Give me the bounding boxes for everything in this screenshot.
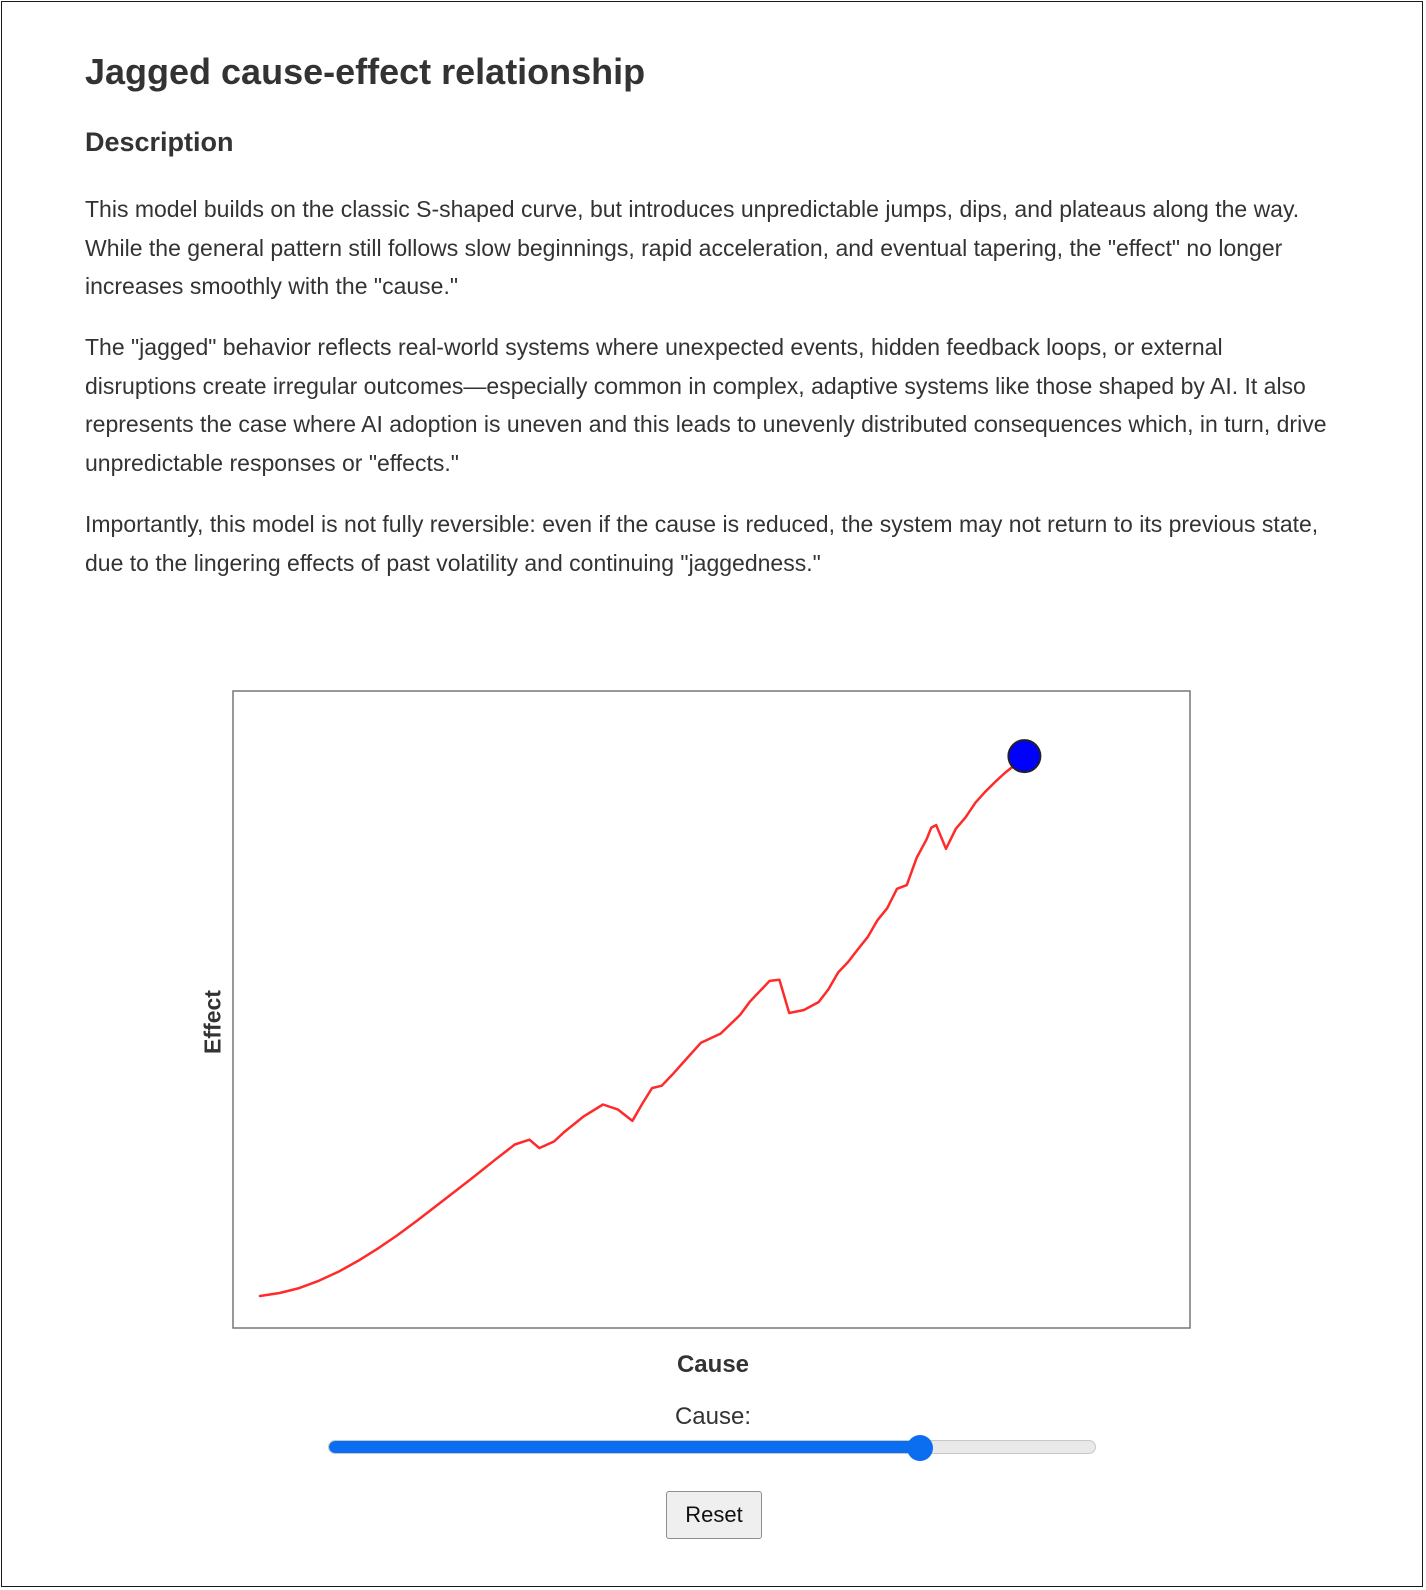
section-heading: Description xyxy=(85,127,234,157)
cause-slider[interactable] xyxy=(328,1433,1096,1463)
y-axis-label: Effect xyxy=(199,990,226,1054)
slider-thumb[interactable] xyxy=(907,1435,933,1461)
plot-area[interactable] xyxy=(233,691,1190,1328)
cause-slider-label: Cause: xyxy=(674,1403,752,1430)
x-axis-label: Cause xyxy=(676,1351,750,1378)
description-paragraph-1: This model builds on the classic S-shaped curve, but introduces unpredictable jumps, dips, and plateaus along the way. While the general pattern still follows slow beginnings, rapid acceleration, and eventual tapering, the "effect" no longer increases smoothly with the "cause." xyxy=(85,196,1300,299)
page-title: Jagged cause-effect relationship xyxy=(85,51,646,92)
slider-track[interactable] xyxy=(328,1440,1096,1454)
description-paragraph-2: The "jagged" behavior reflects real-world systems where unexpected events, hidden feedback loops, or external disruptions create irregular outcomes—especially common in complex, adaptive systems like those shaped by AI. It also represents the case where AI adoption is uneven and this leads to unevenly distributed consequences which, in turn, drive unpredictable responses or "effects." xyxy=(85,334,1327,476)
slider-fill xyxy=(329,1441,921,1453)
reset-button[interactable]: Reset xyxy=(666,1491,762,1539)
description-paragraph-3: Importantly, this model is not fully reversible: even if the cause is reduced, the system may not return to its previous state, due to the lingering effects of past volatility and continuing "jaggedness." xyxy=(85,511,1319,576)
